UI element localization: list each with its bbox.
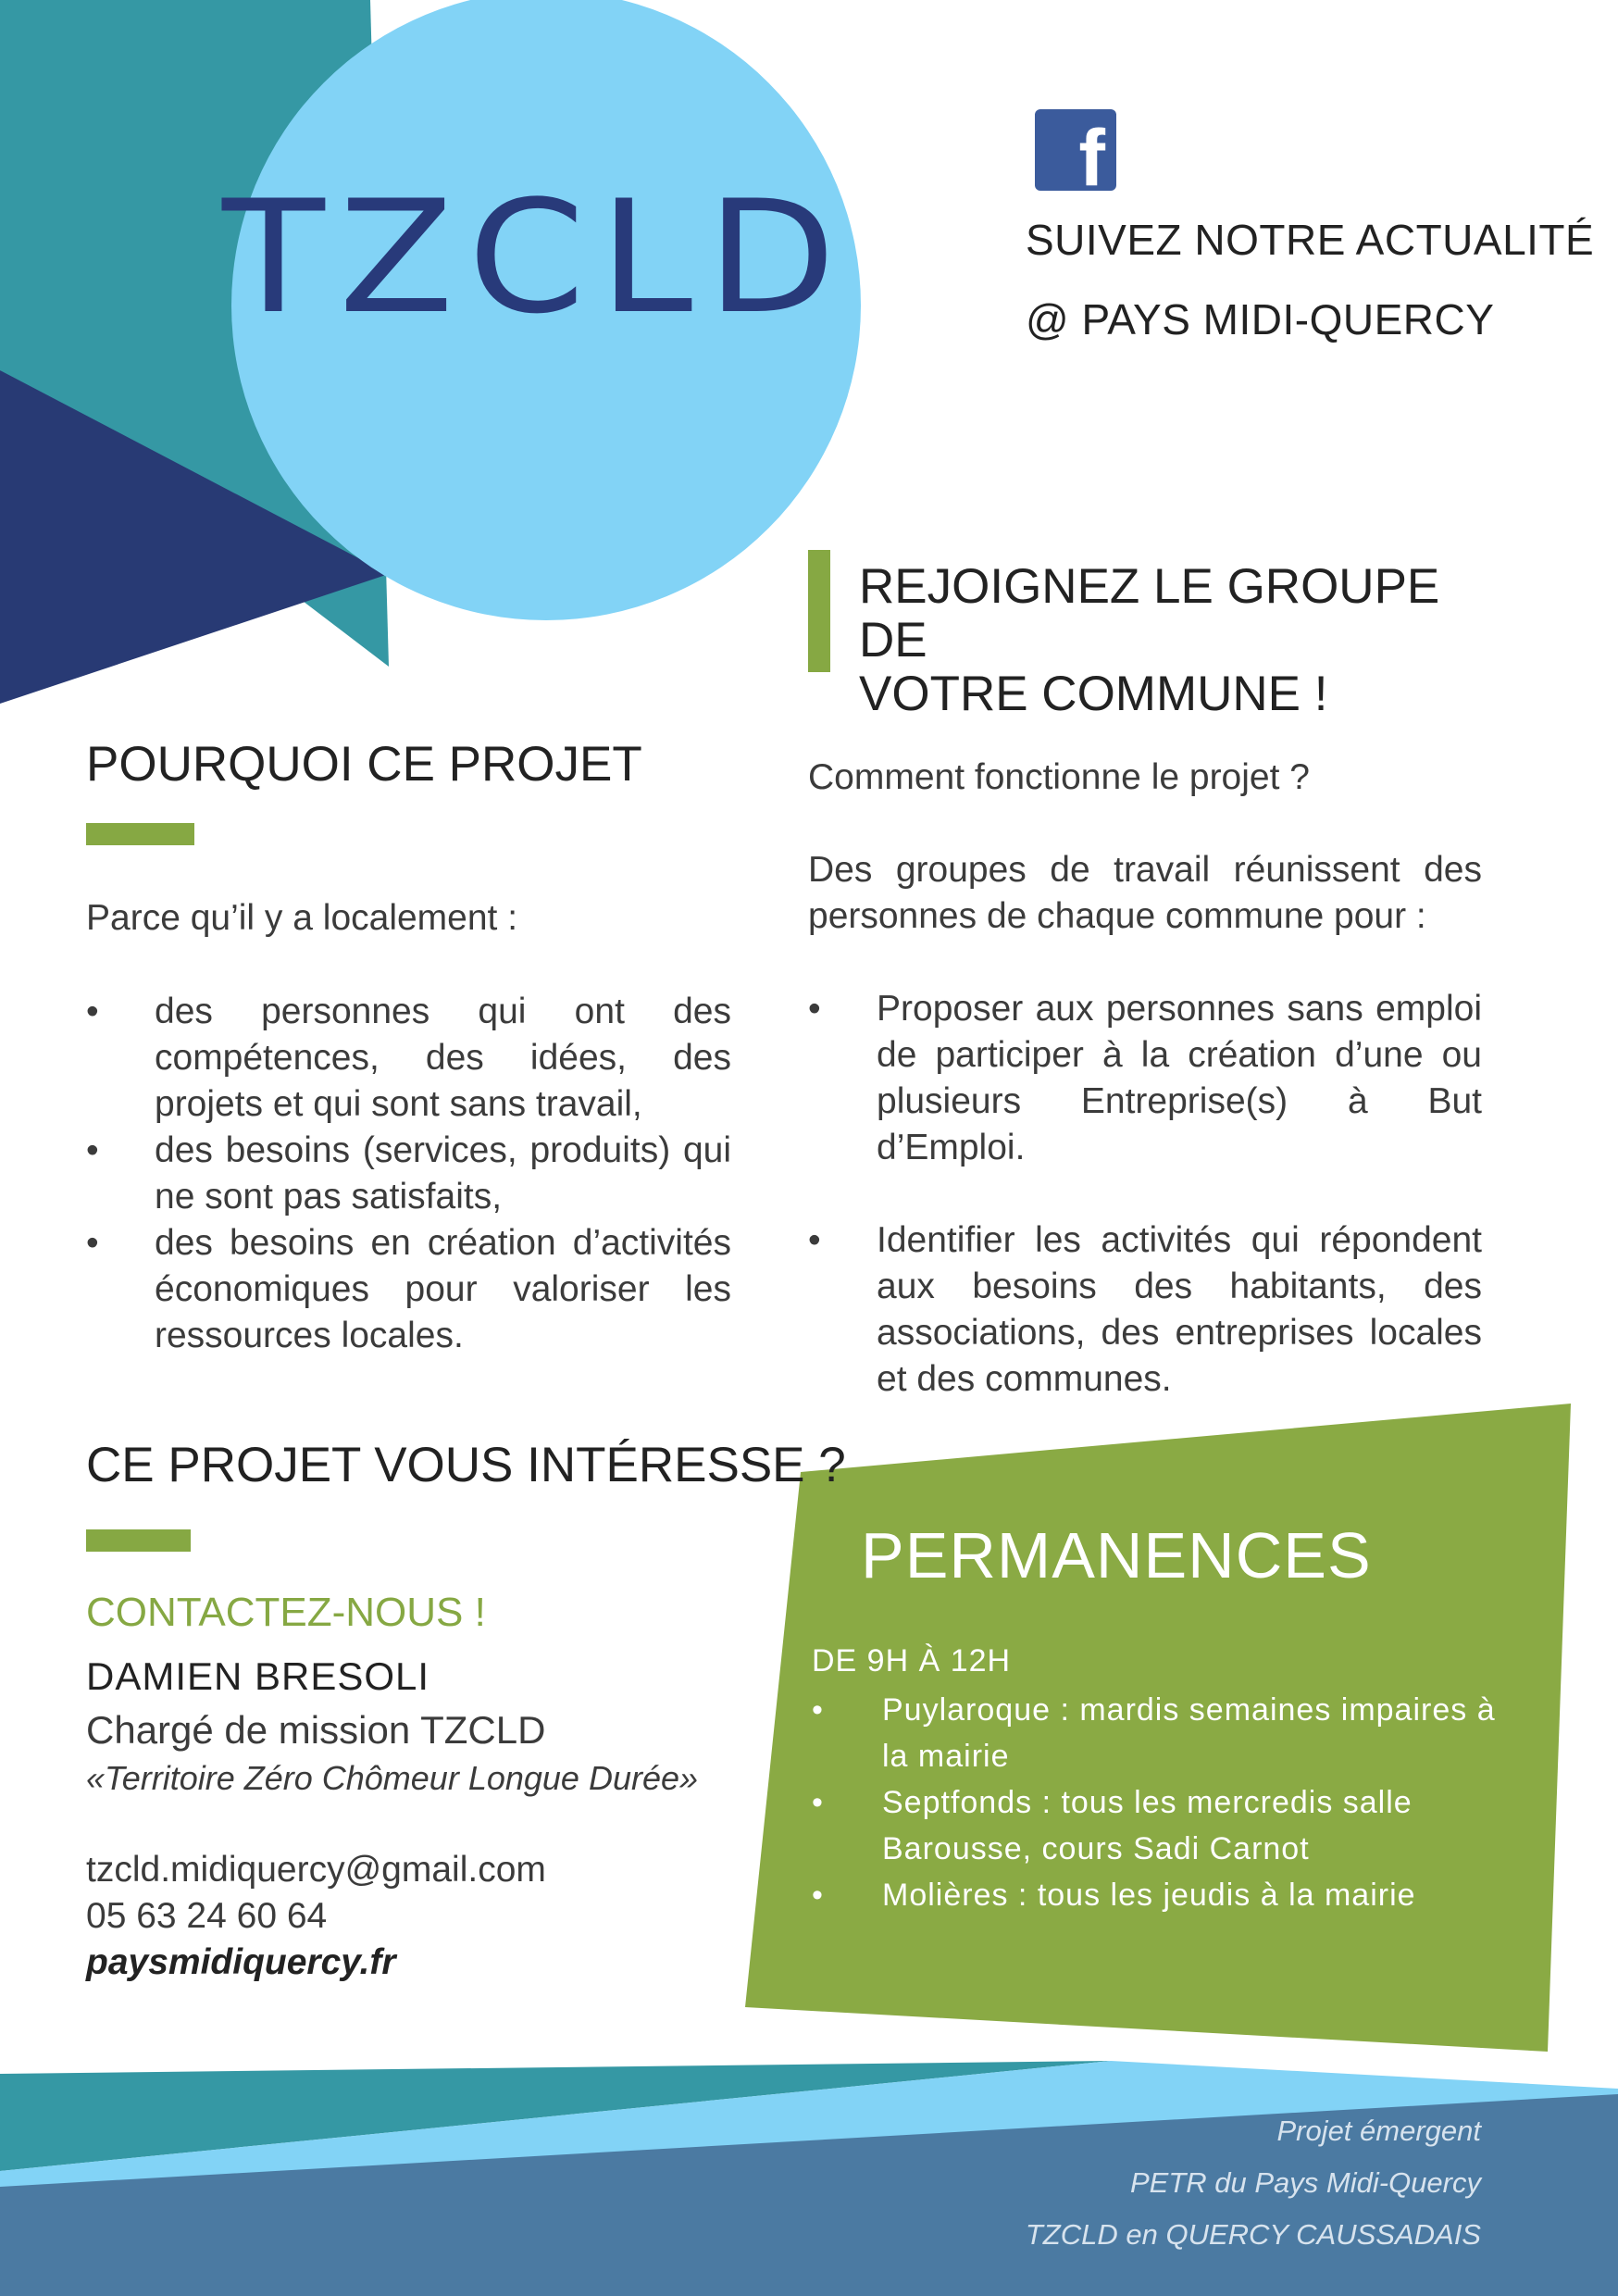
- list-item: • des besoins en création d’activités économiques pour valoriser les ressources locales.: [86, 1220, 731, 1359]
- facebook-icon[interactable]: f: [1035, 109, 1116, 191]
- list-item: • Septfonds : tous les mercredis salle Barousse, cours Sadi Carnot: [812, 1779, 1497, 1872]
- contact-role: Chargé de mission TZCLD: [86, 1708, 546, 1752]
- join-accent-bar: [808, 550, 830, 672]
- list-item: • des besoins (services, produits) qui ne sont pas satisfaits,: [86, 1128, 731, 1220]
- contact-phone[interactable]: 05 63 24 60 64: [86, 1896, 328, 1936]
- why-heading: POURQUOI CE PROJET: [86, 737, 642, 792]
- contact-tagline: «Territoire Zéro Chômeur Longue Durée»: [86, 1759, 699, 1797]
- footer-line-1: Projet émergent: [1276, 2115, 1481, 2147]
- join-heading: REJOIGNEZ LE GROUPE DE VOTRE COMMUNE !: [859, 559, 1440, 721]
- contact-heading: CE PROJET VOUS INTÉRESSE ?: [86, 1438, 846, 1492]
- why-underline: [86, 823, 194, 845]
- how-list: [808, 986, 1482, 1403]
- how-intro: Des groupes de travail réunissent des personnes de chaque commune pour :: [808, 850, 1482, 936]
- contact-name: DAMIEN BRESOLI: [86, 1654, 430, 1698]
- why-intro: Parce qu’il y a localement :: [86, 898, 518, 938]
- list-item: • Identifier les activités qui répondent aux besoins des habitants, des associations, des entreprises locales et des communes.: [808, 1217, 1482, 1403]
- list-item: • des personnes qui ont des compétences, des idées, des projets et qui sont sans travail,: [86, 989, 731, 1128]
- footer-line-2: PETR du Pays Midi-Quercy: [1130, 2166, 1481, 2199]
- follow-handle[interactable]: @ PAYS MIDI-QUERCY: [1026, 295, 1495, 343]
- list-item: • Proposer aux personnes sans emploi de participer à la création d’une ou plusieurs Entreprise(s) à But d’Emploi.: [808, 986, 1482, 1171]
- footer-line-3: TZCLD en QUERCY CAUSSADAIS: [1025, 2218, 1481, 2251]
- permanences-list: [812, 1687, 1497, 1918]
- how-question: Comment fonctionne le projet ?: [808, 757, 1310, 797]
- logo-title: TZCLD: [222, 167, 851, 348]
- why-list: [86, 989, 731, 1359]
- list-item: • Molières : tous les jeudis à la mairie: [812, 1872, 1497, 1918]
- follow-text: SUIVEZ NOTRE ACTUALITÉ: [1026, 216, 1595, 264]
- permanences-heading: PERMANENCES: [861, 1519, 1372, 1591]
- contact-email[interactable]: tzcld.midiquercy@gmail.com: [86, 1850, 546, 1890]
- contact-underline: [86, 1529, 191, 1552]
- contact-website[interactable]: paysmidiquercy.fr: [86, 1942, 396, 1982]
- contact-cta: CONTACTEZ-NOUS !: [86, 1590, 486, 1635]
- list-item: • Puylaroque : mardis semaines impaires à la mairie: [812, 1687, 1497, 1779]
- permanences-hours: DE 9H À 12H: [812, 1643, 1012, 1678]
